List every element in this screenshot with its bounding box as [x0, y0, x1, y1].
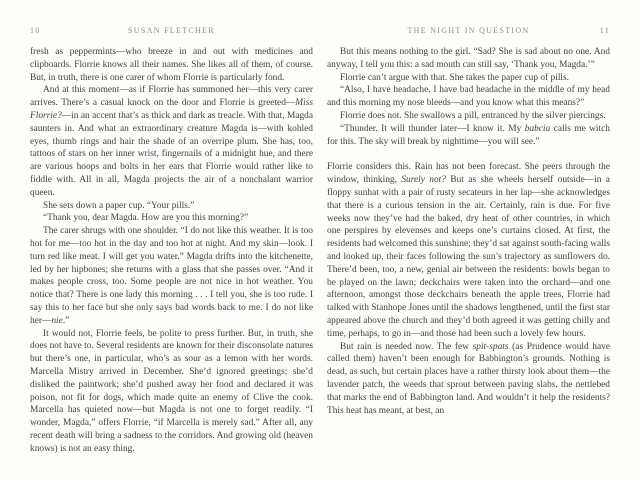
paragraph	[327, 161, 610, 340]
italic-text: babcia	[524, 123, 551, 134]
body-text: Florrie considers this. Rain has not been forecast. She peers through the window, thinking,	[327, 162, 610, 186]
italic-text: spit-spats	[472, 341, 509, 352]
right-page-header	[327, 26, 610, 35]
body-text: The carer shrugs with one shoulder. “I do not like this weather. It is too hot for me—too hot in the day and too hot at night. And my skin—look. I turn red like meat. I will get you water.” Magda drifts into the kitchenette, led by her hipbones; she returns with a glass that she passes over. “And it makes people cross, too. Some people are not nice in hot weather. You notice that? There is one lady this morning . . . I tell you, she is too rude. I say this to her face but she only says bad words back to me. I do not like her—	[30, 226, 313, 326]
body-text: calls me witch for this. The sky will break by nighttime—you will see.”	[327, 123, 610, 147]
running-header-title: THE NIGHT IN QUESTION	[407, 26, 530, 35]
body-text: But rain is needed now. The few	[340, 341, 473, 352]
right-page-number: 11	[599, 26, 610, 35]
left-page	[30, 26, 313, 460]
paragraph	[30, 46, 313, 84]
body-text: It would not, Florrie feels, be polite to press further. But, in truth, she does not have to. Several residents are known for their disconsolate natures but there’s one, in particular, who’s as sour as a lemon with her words. Marcella Mistry arrived in December. She’d ignored greetings; she’d disliked the paintwork; she’d pushed away her food and declared it was poison, not fit for dogs, which made quite an enemy of Clive the cook. Marcella has quieted now—but Magda is not one to forget readily. “I wonder, Magda,” offers Florrie, “if Marcella is merely sad.” After all, any recent death will bring a sadness to the corridors. And growing old (heaven knows) is not an easy thing.	[30, 328, 313, 454]
paragraph	[30, 84, 313, 199]
body-text: “Thank you, dear Magda. How are you this morning?”	[43, 213, 249, 224]
body-text: .”	[62, 315, 70, 326]
body-text: “Thunder. It will thunder later—I know it. My	[340, 123, 525, 134]
left-page-header	[30, 26, 313, 35]
body-text: And at this moment—as if Florrie has summoned her—this very carer arrives. There’s a casual knock on the door and Florrie is greeted—	[30, 85, 313, 109]
italic-text: Miss Florrie?	[30, 98, 313, 121]
right-page-text	[327, 46, 610, 417]
left-page-text	[30, 46, 313, 456]
body-text: —in an accent that’s as thick and dark as treacle. With that, Magda saunters in. And what an extraordinary creature Magda is—with kohled eyes, thumb rings and hair the shade of an overripe plum. She has, too, tattoos of stars on her inner wrist, fingernails of a midnight hue, and there are various hoops and bolts in her ears that Florrie would rather like to fiddle with. All in all, Magda projects the air of a nonchalant warrior queen.	[30, 110, 313, 198]
paragraph	[327, 110, 610, 123]
body-text: But as she wheels herself outside—in a floppy sunhat with a pair of rusty secateurs in her lap—she acknowledges that there is a curious tension in the air. Certainly, rain is due. For five weeks now they’ve had the baked, dry heat of other countries, in which one perspires by elevenses and keeps one’s curtains closed. At first, the residents had welcomed this sunshine; they’d sat against south-facing walls and looked up, their faces following the sun’s trajectory as sunflowers do. There’d been, too, a new, genial air between the residents: bowls began to be played on the lawn; deckchairs were taken into the orchard—and one afternoon, amongst those deckchairs beneath the apple trees, Florrie had talked with Stanhope Jones until the shadows lengthened, until the first star appeared above the church and they’d both agreed it was getting chilly and time, perhaps, to go in—and those had been such a lovely few hours.	[327, 175, 611, 339]
paragraph	[30, 328, 313, 456]
paragraph	[327, 84, 610, 110]
paragraph	[327, 46, 610, 72]
body-text: fresh as peppermints—who breeze in and out with medicines and clipboards. Florrie knows all their names. She likes all of them, of course. But, in truth, there is one carer of whom Florrie is particularly fond.	[30, 47, 313, 83]
running-header-author: SUSAN FLETCHER	[128, 26, 215, 35]
paragraph	[327, 72, 610, 85]
paragraph	[327, 341, 610, 418]
paragraph	[327, 123, 610, 149]
body-text: She sets down a paper cup. “Your pills.”	[43, 200, 195, 211]
italic-text: nie	[51, 315, 63, 326]
left-page-number: 10	[30, 26, 41, 35]
body-text: Florrie can’t argue with that. She takes the paper cup of pills.	[340, 72, 570, 83]
body-text: (as Prudence would have called them) haven’t been enough for Babbington’s grounds. Nothing is dead, as such, but certain places have a rather thirsty look about them—the lavender patch, the weeds that sprout between paving slabs, the nettlebed that marks the end of Babbington land. And wouldn’t it help the residents? This heat has meant, at best, an	[327, 341, 610, 416]
right-page	[327, 26, 610, 460]
body-text: But this means nothing to the girl. “Sad? She is sad about no one. And anyway, I tell you this: a sad mouth can still say, ‘Thank you, Magda.’”	[327, 47, 610, 70]
italic-text: Surely not?	[401, 175, 446, 186]
paragraph	[30, 225, 313, 327]
body-text: Florrie does not. She swallows a pill, entranced by the silver piercings.	[340, 110, 606, 121]
paragraph	[30, 200, 313, 213]
body-text: “Also, I have headache. I have bad headache in the middle of my head and this morning my nose bleeds—and you know what this means?”	[327, 85, 610, 109]
paragraph	[30, 212, 313, 225]
